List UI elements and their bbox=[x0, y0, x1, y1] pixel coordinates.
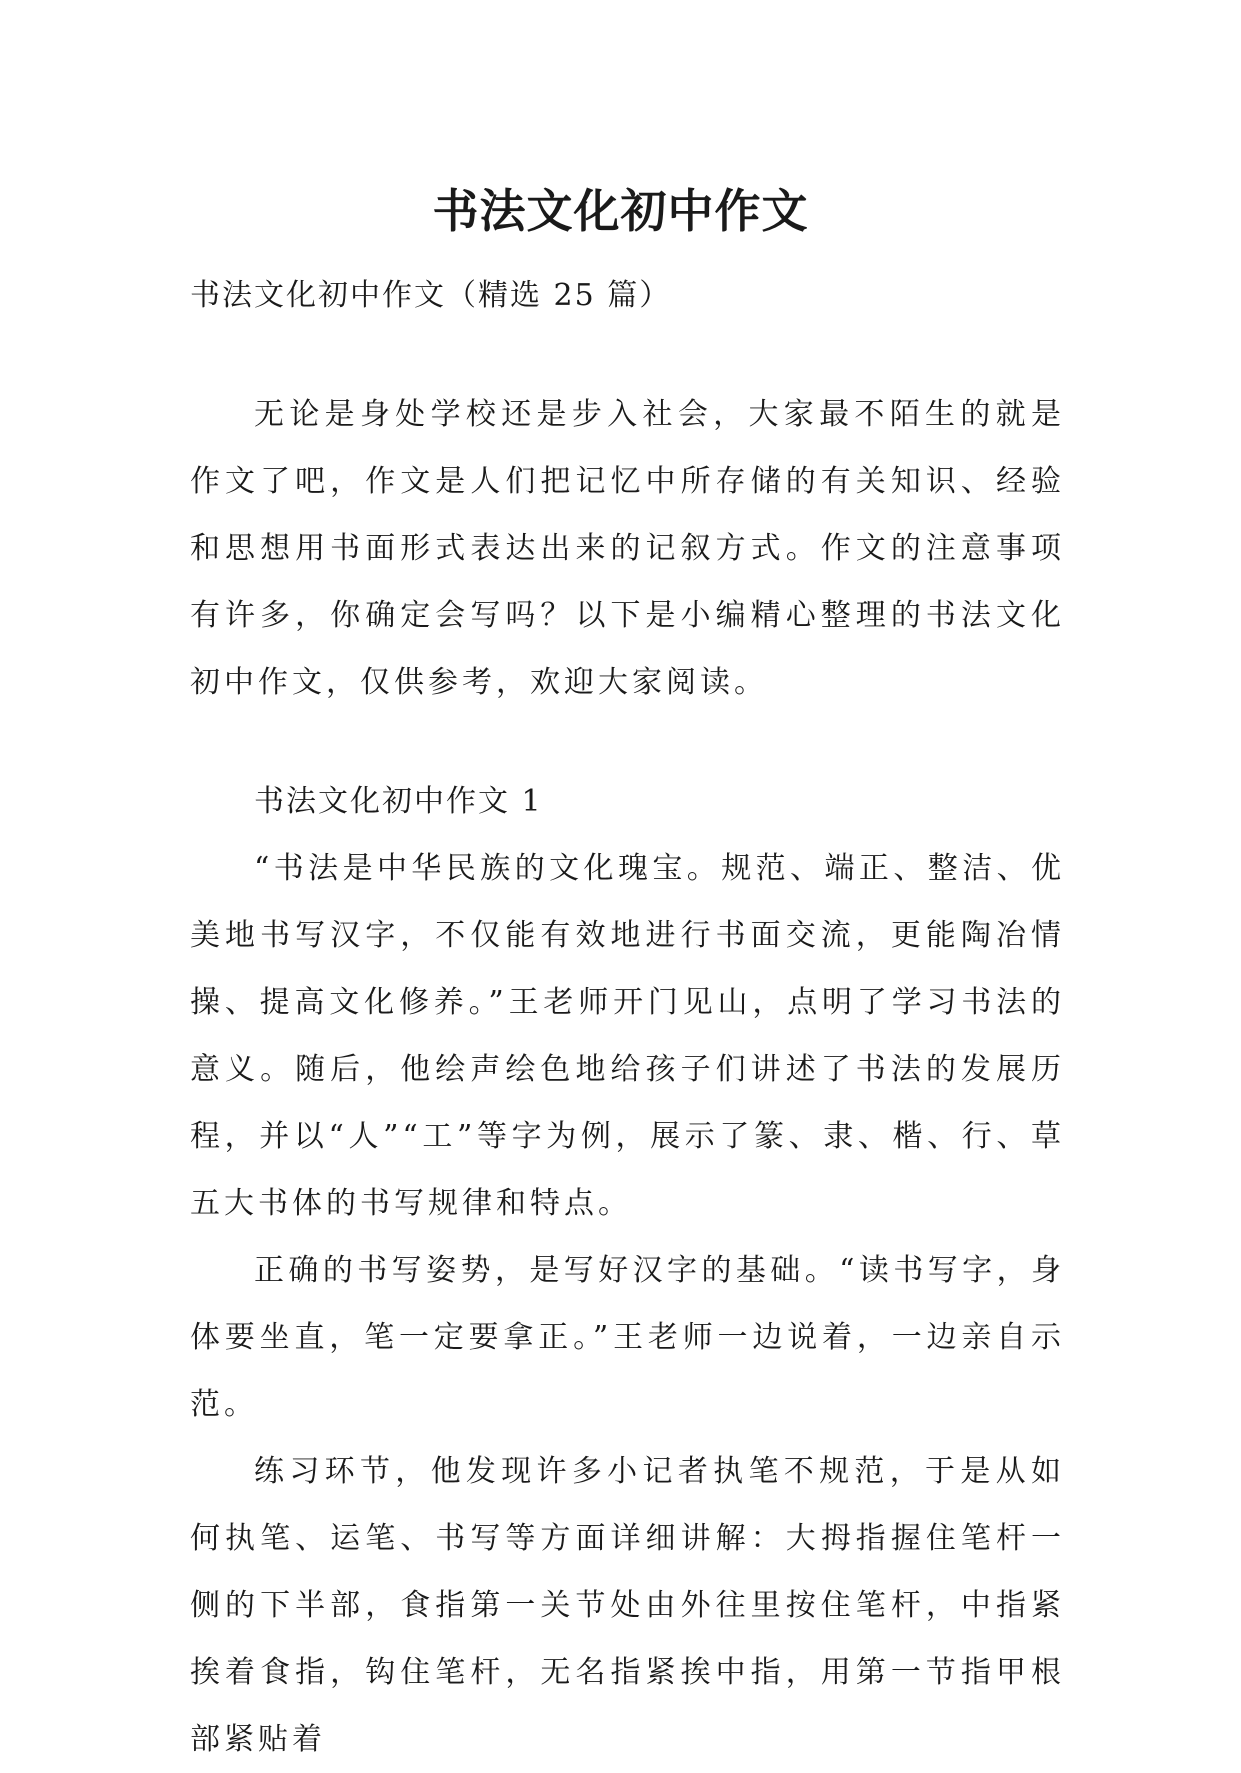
body-paragraph: “书法是中华民族的文化瑰宝。规范、端正、整洁、优美地书写汉字，不仅能有效地进行书面交流，更能陶冶情操、提高文化修养。”王老师开门见山，点明了学习书法的意义。随后，他绘声绘色地给孩子们讲述了书法的发展历程，并以“人”“工”等字为例，展示了篆、隶、楷、行、草五大书体的书写规律和特点。 bbox=[190, 851, 1065, 1221]
document-subtitle: 书法文化初中作文（精选 25 篇） bbox=[190, 278, 672, 313]
section-heading: 书法文化初中作文 1 bbox=[254, 784, 543, 819]
body-paragraph: 正确的书写姿势，是写好汉字的基础。“读书写字，身体要坐直，笔一定要拿正。”王老师一边说着，一边亲自示范。 bbox=[190, 1253, 1065, 1422]
body-paragraph: 练习环节，他发现许多小记者执笔不规范，于是从如何执笔、运笔、书写等方面详细讲解：大拇指握住笔杆一侧的下半部，食指第一关节处由外往里按住笔杆，中指紧挨着食指，钩住笔杆，无名指紧挨中指，用第一节指甲根部紧贴着 bbox=[190, 1454, 1065, 1757]
document-title: 书法文化初中作文 bbox=[432, 183, 809, 238]
document-body bbox=[190, 262, 1065, 1773]
intro-paragraph: 无论是身处学校还是步入社会，大家最不陌生的就是作文了吧，作文是人们把记忆中所存储的有关知识、经验和思想用书面形式表达出来的记叙方式。作文的注意事项有许多，你确定会写吗？以下是小编精心整理的书法文化初中作文，仅供参考，欢迎大家阅读。 bbox=[190, 397, 1065, 700]
